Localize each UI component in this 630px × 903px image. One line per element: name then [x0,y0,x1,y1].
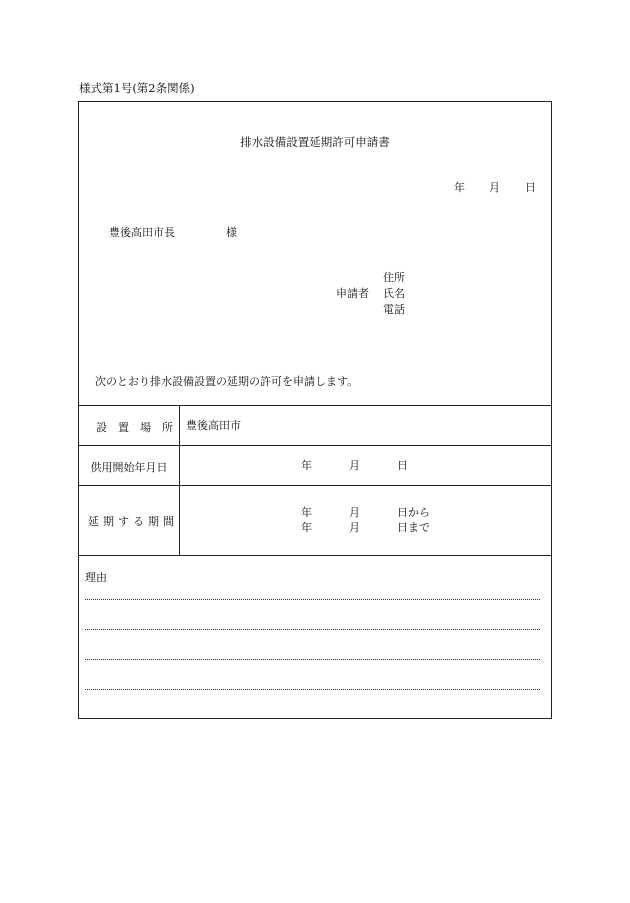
applicant-name-label: 氏名 [383,287,405,300]
addressee: 豊後高田市長 [109,226,175,239]
start-month-label: 月 [349,459,360,472]
date-year-label: 年 [454,181,465,194]
reason-dotted-line [85,599,540,600]
table-row-divider [79,485,551,486]
to-month-label: 月 [349,521,360,534]
reason-dotted-line [85,659,540,660]
table-row-divider [79,445,551,446]
addressee-honorific: 様 [226,226,237,239]
service-start-label: 供用開始年月日 [90,461,168,474]
date-month-label: 月 [489,181,500,194]
to-day-label: 日まで [397,521,430,534]
location-label: 設置場所 [96,421,184,434]
table-row-divider [79,555,551,556]
reason-dotted-line [85,689,540,690]
start-day-label: 日 [397,459,408,472]
request-statement: 次のとおり排水設備設置の延期の許可を申請します。 [95,375,359,388]
to-year-label: 年 [301,521,312,534]
deferral-period-label: 延期する期間 [88,515,178,528]
application-form [78,101,552,719]
applicant-phone-label: 電話 [383,303,405,316]
document-title: 排水設備設置延期許可申請書 [240,135,390,149]
start-year-label: 年 [301,459,312,472]
reason-label: 理由 [85,571,107,584]
form-number: 様式第1号(第2条関係) [79,81,195,95]
reason-dotted-line [85,629,540,630]
from-month-label: 月 [349,506,360,519]
from-day-label: 日から [397,506,430,519]
applicant-label: 申請者 [336,287,369,300]
from-year-label: 年 [301,506,312,519]
table-top-border [79,405,551,406]
location-value: 豊後高田市 [186,419,241,432]
date-day-label: 日 [525,181,536,194]
applicant-address-label: 住所 [383,271,405,284]
